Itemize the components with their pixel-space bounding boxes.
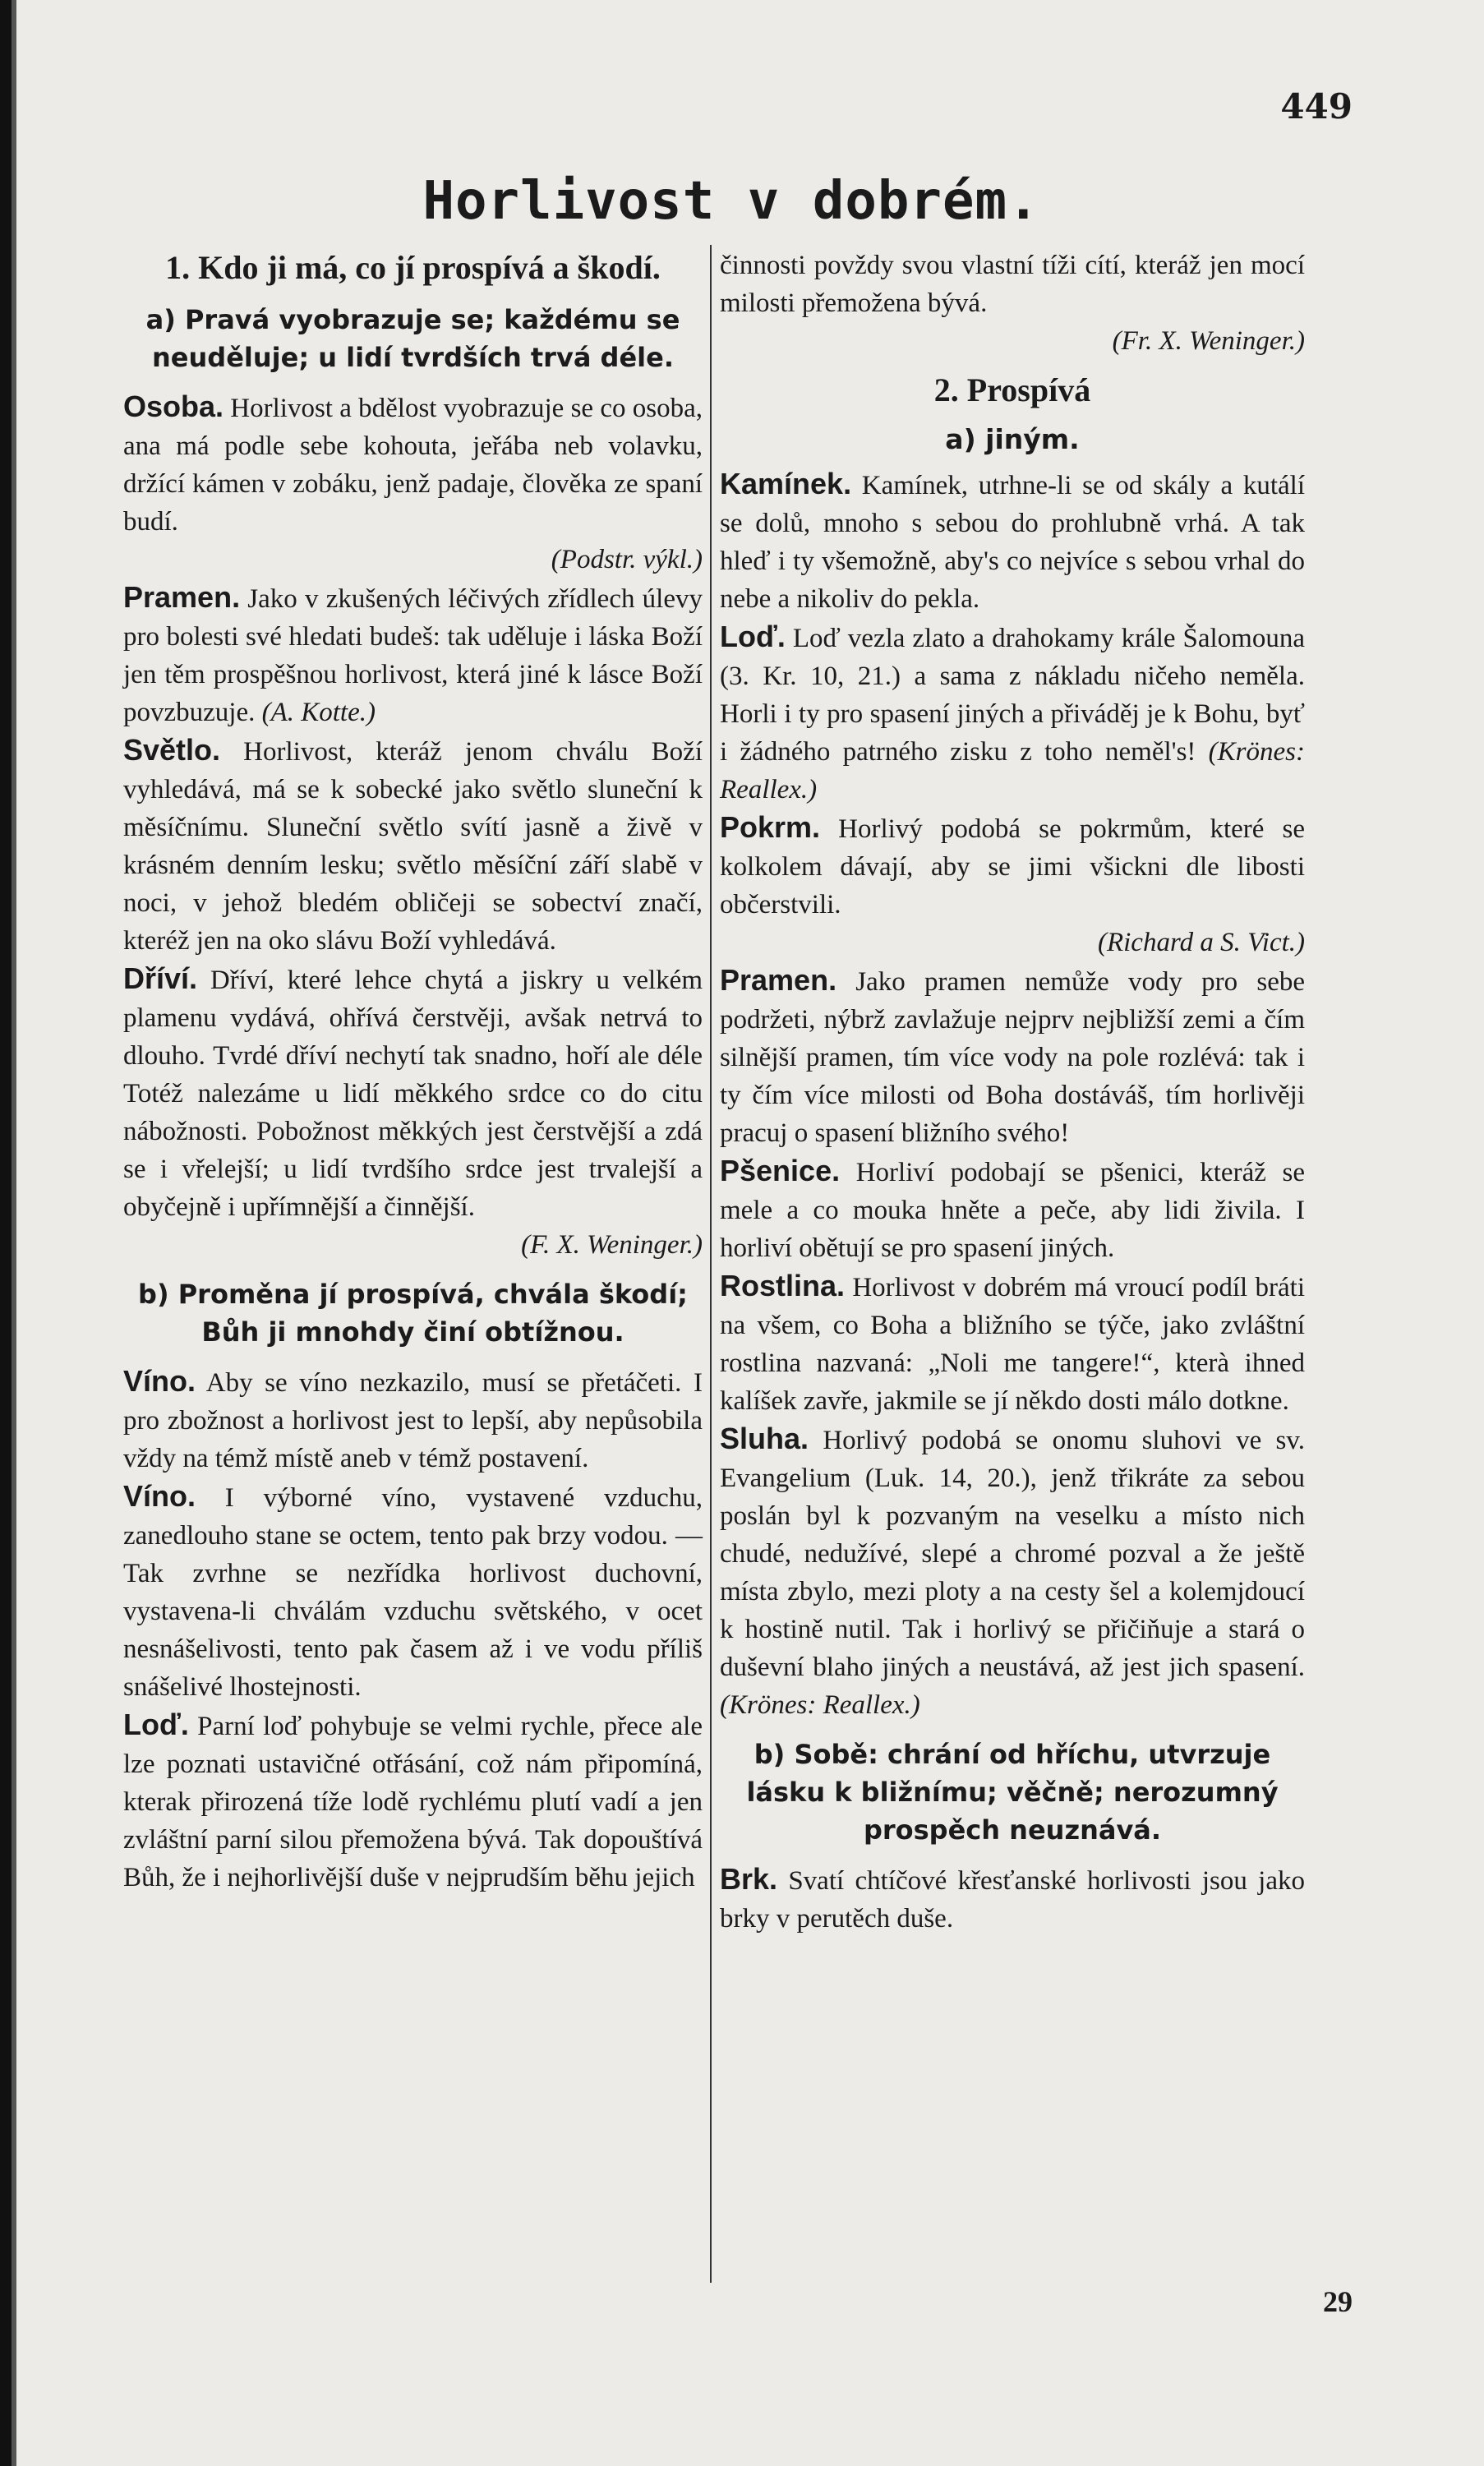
subsection-a-heading: a) Pravá vyobrazuje se; každému se neuděluje; u lidí tvrdších trvá déle. [145,304,680,373]
subsection-b-heading: b) Sobě: chrání od hříchu, utvrzuje lásku k bližnímu; věčně; nerozumný prospěch neuznává. [746,1739,1279,1846]
entry-keyword: Loď. [123,1708,189,1741]
entry-pramen [123,578,703,731]
entry-keyword: Pramen. [123,580,241,614]
entry-keyword: Pramen. [720,963,837,997]
page-title: Horlivost v dobrém. [422,171,1040,232]
column-divider [710,245,712,2283]
citation: (Fr. X. Weninger.) [1112,326,1305,356]
signature-mark: 29 [1323,2285,1353,2318]
entry-keyword: Sluha. [720,1422,809,1455]
citation: (F. X. Weninger.) [521,1230,703,1260]
entry-svetlo [123,731,703,960]
book-spine-shadow [0,0,12,2466]
book-spine-edge [12,0,16,2466]
entry-pramen [720,961,1305,1152]
entry-keyword: Loď. [720,620,786,653]
citation: (Krönes: Reallex.) [720,1690,920,1720]
entry-text: Loď vezla zlato a drahokamy krále Šalomouna (3. Kr. 10, 21.) a sama z nákladu ničeho neměla. Horli i ty pro spasení jiných a přiváděj je k Bohu, byť i žádného patrného zisku z toho neměl's! [720,624,1305,767]
entry-keyword: Rostlina. [720,1269,846,1302]
section1-heading: 1. Kdo ji má, co jí prospívá a škodí. [165,249,661,286]
entry-text: Horliví podobají se pšenici, kteráž se mele a co mouka hněte a peče, aby lidi živila. I horliví obětují se pro spasení jiných. [720,1158,1305,1263]
citation: (Richard a S. Vict.) [1097,928,1305,957]
entry-text: Kamínek, utrhne-li se od skály a kutálí se dolů, mnoho s sebou do prohlubně vrhá. A tak hleď i ty všemožně, aby's co nejvíce s sebou vrhal do nebe a nikoliv do pekla. [720,471,1305,614]
entry-osoba [123,388,703,541]
section2-heading: 2. Prospívá [933,371,1091,408]
entry-text: Horlivý podobá se pokrmům, které se kolkolem dávají, aby se jimi všickni dle libosti občerstvili. [720,814,1305,920]
entry-keyword: Brk. [720,1862,778,1896]
entry-lod [720,618,1305,809]
entry-text: I výborné víno, vystavené vzduchu, zanedlouho stane se octem, tento pak brzy vodou. — Tak zvrhne se nezřídka horlivost duchovní, vystavena-li chválám vzduchu světského, v ocet nesnášelivosti, tento pak časem až i ve vodu příliš snášelivé lhostejnosti. [123,1483,703,1702]
entry-sluha [720,1420,1305,1724]
entry-lod [123,1706,703,1897]
entry-text: Aby se víno nezkazilo, musí se přetáčeti. I pro zbožnost a horlivost jest to lepší, aby nepůsobila vždy na témž místě aneb v témž postavení. [123,1368,703,1473]
entry-text: Dříví, které lehce chytá a jiskry u velkém plamenu vydává, ohřívá čerstvěji, avšak netrvá to dlouho. Tvrdé dříví nechytí tak snadno, hoří ale déle Totéž nalezáme u lidí měkkého srdce co do citu nábožnosti. Pobožnost měkkých jest čerstvější a zdá se i vřelejší; u lidí tvrdšího srdce jest trvalejší a obyčejně i upřímnější a činnější. [123,966,703,1222]
entry-text: Horlivost, kteráž jenom chválu Boží vyhledává, má se k sobecké jako světlo sluneční k měsíčnímu. Sluneční světlo svítí jasně a živě v krásném denním lesku; světlo měsíční září slabě v noci, v jehož bledém obličeji se sobectví značí, kteréž jen na oko slávu Boží vyhledává. [123,737,703,956]
entry-keyword: Světlo. [123,733,221,767]
citation: (Podstr. výkl.) [551,545,703,574]
right-column [720,247,1305,1938]
entry-keyword: Víno. [123,1364,196,1398]
entry-text: Parní loď pohybuje se velmi rychle, přece ale lze poznati ustavičné otřásání, což nám připomíná, kterak přirozená tíže lodě rychlému plutí vadí a jen zvláštní parní silou přemožena bývá. Tak dopouštívá Bůh, že i nejhorlivější duše v nejprudším běhu jejich [123,1712,703,1892]
entry-keyword: Dříví. [123,961,198,995]
citation: (A. Kotte.) [261,698,376,727]
entry-text: Horlivost a bdělost vyobrazuje se co osoba, ana má podle sebe kohouta, jeřába neb volavku, držící kámen v zobáku, jenž padaje, člověka ze spaní budí. [123,394,703,537]
citation: (Krönes: Reallex.) [720,737,1305,804]
subsection-a-heading: a) jiným. [945,423,1080,455]
entry-rostlina [720,1267,1305,1420]
entry-keyword: Kamínek. [720,467,852,500]
entry-kaminek [720,465,1305,618]
entry-keyword: Pokrm. [720,810,821,844]
entry-keyword: Pšenice. [720,1154,841,1187]
entry-keyword: Víno. [123,1479,196,1513]
left-column [123,247,703,1897]
entry-keyword: Osoba. [123,389,224,423]
entry-drivi [123,960,703,1226]
entry-text: Jako pramen nemůže vody pro sebe podržeti, nýbrž zavlažuje nejprv nejbližší zemi a čím silnější pramen, tím více vody na pole rozlévá: tak i ty čím více milosti od Boha dostáváš, tím horlivěji pracuj o spasení bližního svého! [720,967,1305,1148]
entry-pokrm [720,809,1305,924]
entry-psenice [720,1152,1305,1267]
entry-text: Horlivý podobá se onomu sluhovi ve sv. Evangelium (Luk. 14, 20.), jenž třikráte za sebou poslán byl k pozvaným na veselku a místo nich chudé, nedužívé, slepé a chromé pozval a že ještě místa zbylo, mezi ploty a na cesty šel a kolemjdoucí k hostině nutil. Tak i horlivý se přičiňuje a stará o duševní blaho jiných a neustává, až jest jich spasení. [720,1426,1305,1682]
entry-text: Svatí chtíčové křesťanské horlivosti jsou jako brky v perutěch duše. [720,1866,1305,1934]
entry-vino-2 [123,1477,703,1706]
entry-vino-1 [123,1362,703,1477]
entry-brk [720,1860,1305,1938]
continued-text: činnosti povždy svou vlastní tíži cítí, kteráž jen mocí milosti přemožena bývá. [720,251,1305,318]
entry-text: Jako v zkušených léčivých zřídlech úlevy pro bolesti své hledati budeš: tak uděluje i láska Boží jen těm prospěšnou horlivost, která jiné k lásce Boží povzbuzuje. [123,584,703,727]
page-number: 449 [1280,86,1353,127]
entry-text: Horlivost v dobrém má vroucí podíl bráti na všem, co Boha a bližního se týče, jako zvláštní rostlina nazvaná: „Noli me tangere!“, kterà ihned kalíšek zavře, jakmile se jí někdo dosti málo dotkne. [720,1273,1305,1416]
subsection-b-heading: b) Proměna jí prospívá, chvála škodí; Bůh ji mnohdy činí obtížnou. [138,1279,688,1348]
